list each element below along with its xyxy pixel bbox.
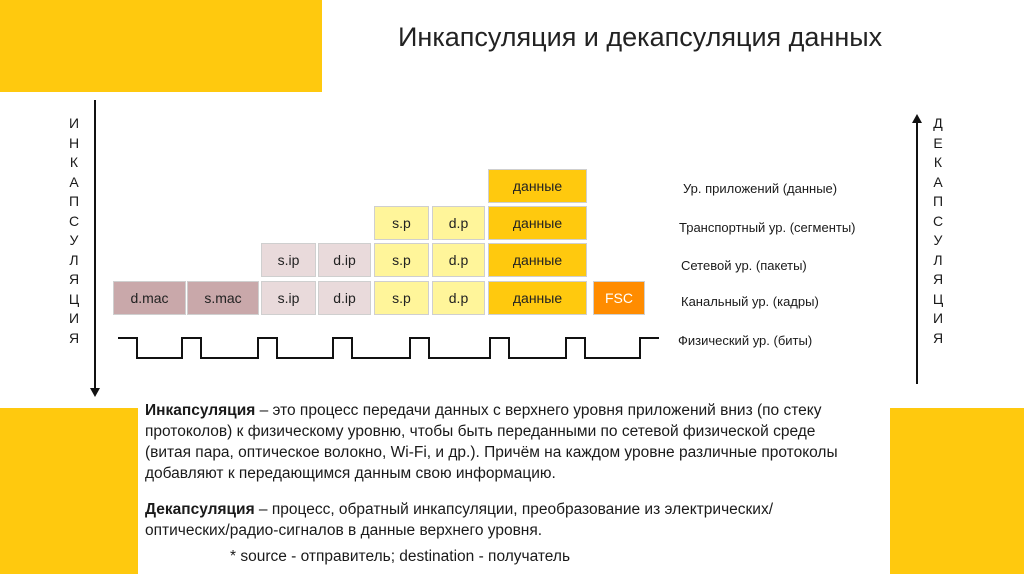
decapsulation_vertical-letter: Ц xyxy=(932,290,944,307)
encapsulation_vertical-letter: Я xyxy=(68,329,80,346)
encapsulation_vertical-letter: У xyxy=(69,232,79,248)
level-transport-label: Транспортный ур. (сегменты) xyxy=(679,220,856,235)
network-destination-ip-cell: d.ip xyxy=(318,243,371,277)
app-data-cell: данные xyxy=(488,169,587,203)
encapsulation_vertical-letter: И xyxy=(68,310,80,326)
decapsulation_vertical-letter: П xyxy=(932,193,944,209)
decapsulation_vertical-letter: Д xyxy=(933,115,943,131)
link-source-mac-cell: s.mac xyxy=(187,281,259,315)
encapsulation_vertical-letter: Ц xyxy=(68,290,80,307)
encapsulation_vertical-letter: Н xyxy=(68,134,80,151)
level-network-label: Сетевой ур. (пакеты) xyxy=(681,258,807,273)
network-source-port-cell: s.p xyxy=(374,243,429,277)
link-destination-port-cell: d.p xyxy=(432,281,485,315)
decapsulation-arrow xyxy=(916,122,918,384)
encapsulation_vertical-letter: С xyxy=(68,212,80,229)
encapsulation_vertical-letter: Я xyxy=(68,271,80,287)
link-destination-ip-cell: d.ip xyxy=(318,281,371,315)
link-destination-mac-cell: d.mac xyxy=(113,281,186,315)
level-physical-label: Физический ур. (биты) xyxy=(678,333,813,348)
encapsulation-arrowhead xyxy=(90,388,100,397)
decapsulation_vertical-letter: И xyxy=(932,310,944,326)
encapsulation_vertical-letter: К xyxy=(69,154,79,170)
encapsulation_vertical-letter: А xyxy=(69,173,79,190)
network-source-ip-cell: s.ip xyxy=(261,243,316,277)
level-application-label: Ур. приложений (данные) xyxy=(683,181,838,196)
decapsulation_vertical-letter: Е xyxy=(933,134,943,151)
network-data-cell: данные xyxy=(488,243,587,277)
yellow-block-bottom-right xyxy=(890,408,1024,574)
transport-data-cell: данные xyxy=(488,206,587,240)
link-fsc-cell: FSC xyxy=(593,281,645,315)
decapsulation-vertical-label xyxy=(930,114,946,348)
level-link-label: Канальный ур. (кадры) xyxy=(681,294,819,309)
decapsulation_vertical-letter: Л xyxy=(933,251,943,268)
encapsulation-definition: – это процесс передачи данных с верхнего уровня приложений вниз (по стеку протоколов) к физическому уровню, чтобы быть переданными по сетевой физической среде (витая пара, оптическое волокно, Wi-Fi, и др.). Причём на каждом уровне различные протоколы добавляют к передающимся данным свою информацию. xyxy=(145,402,838,482)
network-destination-port-cell: d.p xyxy=(432,243,485,277)
decapsulation-term: Декапсуляция xyxy=(145,501,255,518)
encapsulation_vertical-letter: И xyxy=(68,115,80,131)
decapsulation_vertical-letter: У xyxy=(933,232,943,248)
encapsulation-vertical-label xyxy=(66,114,82,348)
link-source-ip-cell: s.ip xyxy=(261,281,316,315)
decapsulation-paragraph xyxy=(145,499,845,541)
yellow-block-bottom-left xyxy=(0,408,138,574)
decapsulation_vertical-letter: К xyxy=(933,154,943,170)
link-data-cell: данные xyxy=(488,281,587,315)
decapsulation-definition: – процесс, обратный инкапсуляции, преобразование из электрических/оптических/радио-сигналов в данные верхнего уровня. xyxy=(145,501,774,539)
link-source-port-cell: s.p xyxy=(374,281,429,315)
encapsulation-paragraph xyxy=(145,400,865,484)
decapsulation_vertical-letter: А xyxy=(933,173,943,190)
transport-destination-port-cell: d.p xyxy=(432,206,485,240)
encapsulation_vertical-letter: П xyxy=(68,193,80,209)
decapsulation_vertical-letter: Я xyxy=(932,329,944,346)
transport-source-port-cell: s.p xyxy=(374,206,429,240)
slide-title: Инкапсуляция и декапсуляция данных xyxy=(398,22,883,52)
decapsulation_vertical-letter: Я xyxy=(932,271,944,287)
encapsulation_vertical-letter: Л xyxy=(69,251,79,268)
encapsulation-term: Инкапсуляция xyxy=(145,402,256,419)
decapsulation_vertical-letter: С xyxy=(932,212,944,229)
encapsulation-arrow xyxy=(94,100,96,390)
yellow-block-top-left xyxy=(0,0,322,92)
source-destination-footnote: * source - отправитель; destination - получатель xyxy=(230,548,571,565)
